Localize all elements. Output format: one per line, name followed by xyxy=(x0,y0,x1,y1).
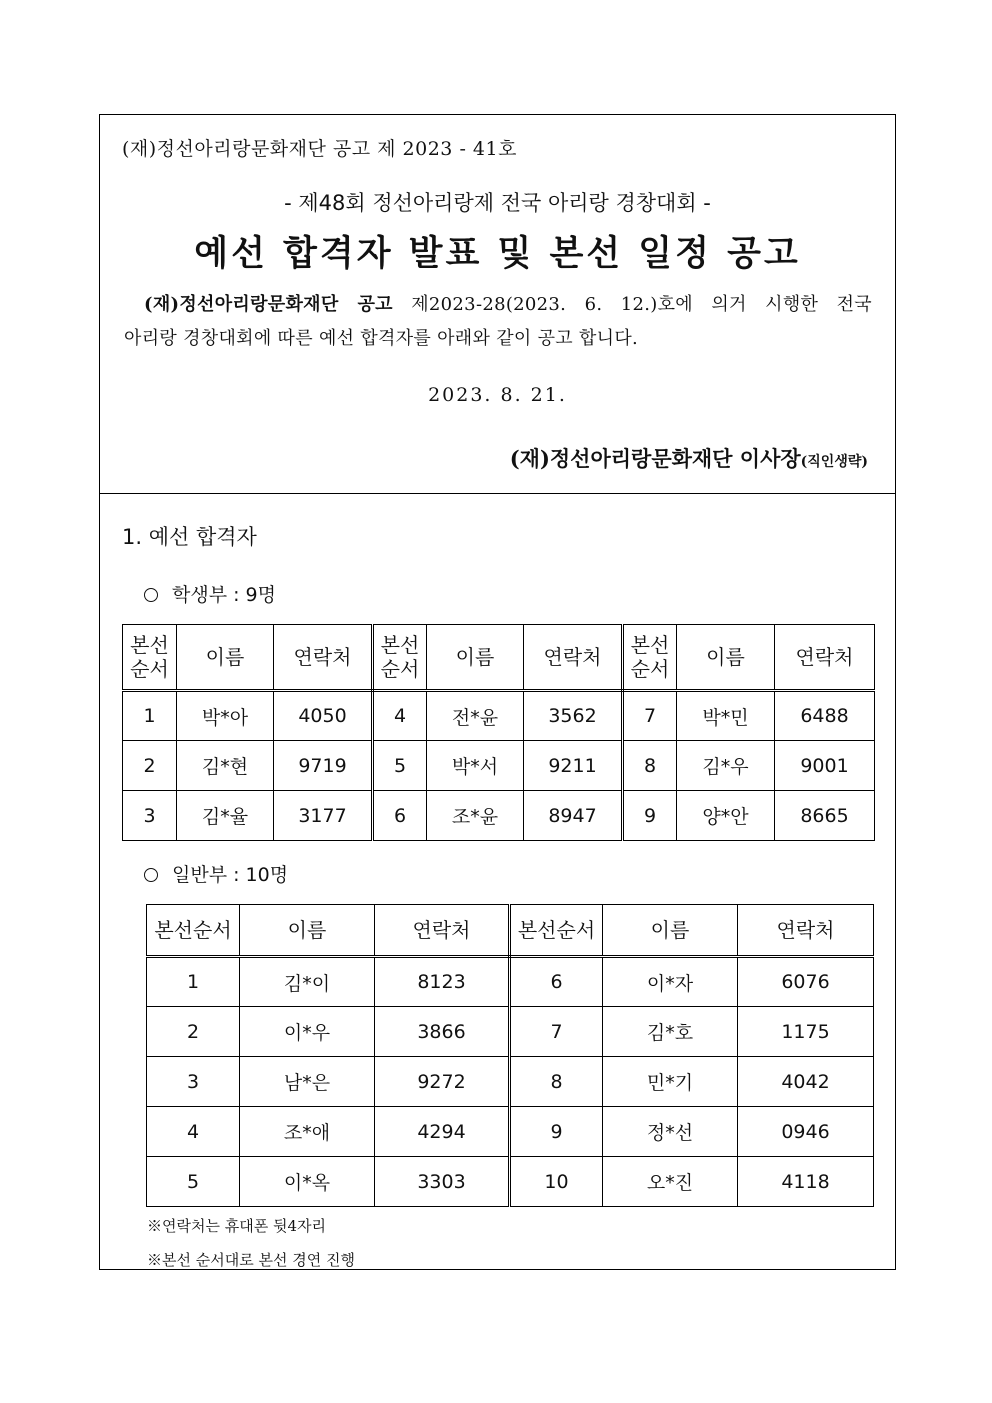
general-header-contact: 연락처 xyxy=(738,905,874,957)
name-cell: 오*진 xyxy=(603,1157,738,1207)
table-row xyxy=(147,1157,874,1207)
student-header-contact: 연락처 xyxy=(274,625,373,691)
student-header-name: 이름 xyxy=(177,625,274,691)
name-cell: 이*옥 xyxy=(240,1157,375,1207)
contact-cell: 9211 xyxy=(524,741,623,791)
circle-bullet-icon xyxy=(144,868,158,882)
name-cell: 김*호 xyxy=(603,1007,738,1057)
order-cell: 7 xyxy=(510,1007,603,1057)
order-cell: 9 xyxy=(510,1107,603,1157)
name-cell: 김*우 xyxy=(677,741,775,791)
seal-omitted: (직인생략) xyxy=(800,454,868,470)
contact-cell: 6076 xyxy=(738,957,874,1007)
student-header-order: 본선 순서 xyxy=(623,625,677,691)
contact-cell: 6488 xyxy=(775,691,875,741)
order-cell: 7 xyxy=(623,691,677,741)
contact-cell: 3303 xyxy=(375,1157,510,1207)
intro-line-1-rest: 제2023-28(2023. 6. 12.)호에 의거 시행한 전국 xyxy=(392,294,872,315)
order-cell: 1 xyxy=(147,957,240,1007)
general-header-name: 이름 xyxy=(603,905,738,957)
student-header-contact: 연락처 xyxy=(524,625,623,691)
note-contact: ※연락처는 휴대폰 뒷4자리 xyxy=(147,1217,326,1235)
order-cell: 6 xyxy=(373,791,427,841)
name-cell: 김*율 xyxy=(177,791,274,841)
contact-cell: 4042 xyxy=(738,1057,874,1107)
general-heading xyxy=(144,860,288,887)
general-header-order: 본선순서 xyxy=(510,905,603,957)
page-title: 예선 합격자 발표 및 본선 일정 공고 xyxy=(194,234,801,274)
order-cell: 10 xyxy=(510,1157,603,1207)
order-cell: 5 xyxy=(147,1157,240,1207)
contact-cell: 8123 xyxy=(375,957,510,1007)
student-table xyxy=(122,624,875,841)
general-header-name: 이름 xyxy=(240,905,375,957)
contact-cell: 3562 xyxy=(524,691,623,741)
table-row xyxy=(147,957,874,1007)
order-cell: 4 xyxy=(373,691,427,741)
name-cell: 조*윤 xyxy=(427,791,524,841)
contact-cell: 8665 xyxy=(775,791,875,841)
order-cell: 2 xyxy=(147,1007,240,1057)
student-heading xyxy=(144,580,276,607)
student-heading-text: 학생부 : 9명 xyxy=(172,584,276,606)
signer xyxy=(510,443,868,473)
name-cell: 김*이 xyxy=(240,957,375,1007)
general-table xyxy=(146,904,874,1207)
student-header-name: 이름 xyxy=(427,625,524,691)
order-cell: 8 xyxy=(623,741,677,791)
student-header-order: 본선 순서 xyxy=(123,625,177,691)
table-row xyxy=(123,741,875,791)
contact-cell: 3866 xyxy=(375,1007,510,1057)
contact-cell: 3177 xyxy=(274,791,373,841)
intro-org: (재)정선아리랑문화재단 공고 xyxy=(144,294,393,315)
order-cell: 3 xyxy=(147,1057,240,1107)
student-header-name: 이름 xyxy=(677,625,775,691)
order-cell: 3 xyxy=(123,791,177,841)
name-cell: 남*은 xyxy=(240,1057,375,1107)
general-header-contact: 연락처 xyxy=(375,905,510,957)
order-cell: 1 xyxy=(123,691,177,741)
name-cell: 박*서 xyxy=(427,741,524,791)
subtitle: - 제48회 정선아리랑제 전국 아리랑 경창대회 - xyxy=(284,191,711,215)
order-cell: 4 xyxy=(147,1107,240,1157)
name-cell: 박*아 xyxy=(177,691,274,741)
signer-name: (재)정선아리랑문화재단 이사장 xyxy=(509,446,801,471)
name-cell: 민*기 xyxy=(603,1057,738,1107)
note-order: ※본선 순서대로 본선 경연 진행 xyxy=(147,1251,355,1269)
order-cell: 9 xyxy=(623,791,677,841)
intro-line-1 xyxy=(124,288,872,322)
table-row xyxy=(147,1107,874,1157)
name-cell: 박*민 xyxy=(677,691,775,741)
contact-cell: 4050 xyxy=(274,691,373,741)
general-header-order: 본선순서 xyxy=(147,905,240,957)
order-cell: 2 xyxy=(123,741,177,791)
contact-cell: 9272 xyxy=(375,1057,510,1107)
order-cell: 8 xyxy=(510,1057,603,1107)
contact-cell: 1175 xyxy=(738,1007,874,1057)
general-heading-text: 일반부 : 10명 xyxy=(172,864,289,886)
table-row xyxy=(147,1057,874,1107)
name-cell: 이*자 xyxy=(603,957,738,1007)
frame-divider xyxy=(99,493,896,494)
contact-cell: 0946 xyxy=(738,1107,874,1157)
order-cell: 6 xyxy=(510,957,603,1007)
name-cell: 이*우 xyxy=(240,1007,375,1057)
notice-date: 2023. 8. 21. xyxy=(428,384,567,406)
name-cell: 전*윤 xyxy=(427,691,524,741)
name-cell: 조*애 xyxy=(240,1107,375,1157)
notice-number: (재)정선아리랑문화재단 공고 제 2023 - 41호 xyxy=(122,138,517,160)
table-row xyxy=(147,1007,874,1057)
contact-cell: 4294 xyxy=(375,1107,510,1157)
contact-cell: 4118 xyxy=(738,1157,874,1207)
student-header-contact: 연락처 xyxy=(775,625,875,691)
name-cell: 김*현 xyxy=(177,741,274,791)
contact-cell: 9719 xyxy=(274,741,373,791)
intro-paragraph xyxy=(124,288,872,356)
section-heading: 1. 예선 합격자 xyxy=(122,525,257,549)
name-cell: 양*안 xyxy=(677,791,775,841)
table-row xyxy=(123,791,875,841)
table-row xyxy=(123,691,875,741)
circle-bullet-icon xyxy=(144,588,158,602)
contact-cell: 8947 xyxy=(524,791,623,841)
contact-cell: 9001 xyxy=(775,741,875,791)
order-cell: 5 xyxy=(373,741,427,791)
intro-line-2: 아리랑 경창대회에 따른 예선 합격자를 아래와 같이 공고 합니다. xyxy=(124,328,639,349)
name-cell: 정*선 xyxy=(603,1107,738,1157)
student-header-order: 본선 순서 xyxy=(373,625,427,691)
